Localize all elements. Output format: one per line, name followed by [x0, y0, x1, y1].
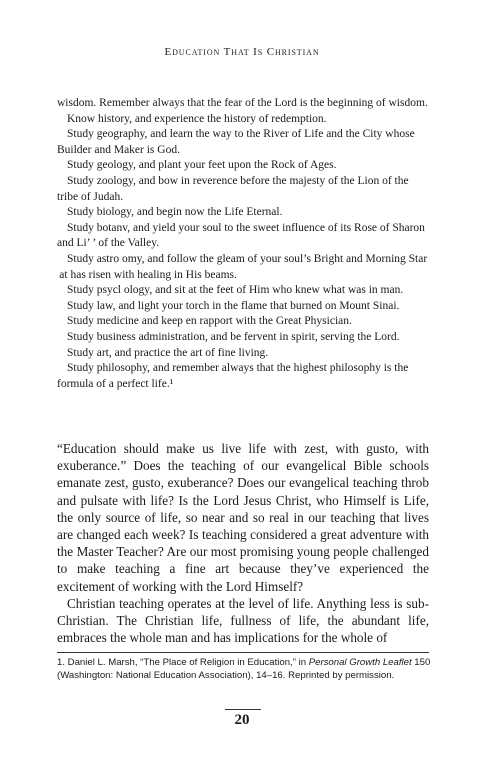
- quote-line: wisdom. Remember always that the fear of the Lord is the beginning of wisdom.: [57, 97, 428, 109]
- quote-line: Study psycl ology, and sit at the feet of Him who knew what was in man.: [67, 284, 404, 297]
- paragraph: “Education should make us live life with zest, with gusto, with exuberance.” Does the teaching of our evangelical Bible schools emanate zest, gusto, exuberance? Does our evangelical teaching throb and pulsate with life? Is the Lord Jesus Christ, who Himself is Life, the only source of life, so near and so real in our teaching that lives are changed each week? Is teaching considered a great adventure with the Master Teacher? Are our most promising young people challenged to make teaching a fine art because they’ve experienced the excitement of working with the Lord Himself?: [57, 441, 429, 594]
- block-quote: [57, 96, 429, 392]
- running-head: Education That Is Christian: [164, 46, 320, 58]
- quote-line: Study zoology, and bow in reverence before the majesty of the Lion of the tribe of Judah.: [57, 174, 409, 203]
- footnote-title: Personal Growth Leaflet: [308, 657, 412, 668]
- quote-line: Study botanv, and yield your soul to the sweet influence of its Rose of Sharon and Li’ ’ of the Valley.: [57, 221, 425, 250]
- quote-line: Study law, and light your torch in the flame that burned on Mount Sinai.: [67, 299, 400, 312]
- quote-line: Know history, and experience the history of redemption.: [67, 112, 327, 125]
- footnote-divider: [57, 652, 429, 653]
- quote-line: Study business administration, and be fervent in spirit, serving the Lord.: [67, 330, 400, 343]
- page-number: 20: [234, 712, 250, 728]
- quote-line: Study philosophy, and remember always that the highest philosophy is the formula of a perfect life.¹: [57, 362, 409, 390]
- paragraph: Christian teaching operates at the level of life. Anything less is sub-Christian. The Christian life, fullness of life, the abundant life, embraces the whole man and has implications for the whole of: [57, 595, 429, 646]
- quote-line: Study geology, and plant your feet upon the Rock of Ages.: [67, 159, 337, 172]
- quote-line: Study biology, and begin now the Life Eternal.: [67, 206, 283, 219]
- page-number-rule: [225, 709, 261, 710]
- quote-line: Study medicine and keep en rapport with the Great Physician.: [67, 315, 352, 328]
- quote-line: Study art, and practice the art of fine living.: [67, 346, 269, 359]
- footnote-suffix: 150 (Washington: National Education Association), 14–16. Reprinted by permission.: [57, 657, 431, 681]
- quote-line: Study astro omy, and follow the gleam of your soul’s Bright and Morning Star at has risen with healing in His beams.: [57, 252, 428, 281]
- quote-line: Study geography, and learn the way to the River of Life and the City whose Builder and Maker is God.: [57, 128, 415, 156]
- footnote: [57, 656, 437, 682]
- body-text: [57, 440, 429, 646]
- footnote-prefix: 1. Daniel L. Marsh, “The Place of Religion in Education,” in: [57, 657, 309, 668]
